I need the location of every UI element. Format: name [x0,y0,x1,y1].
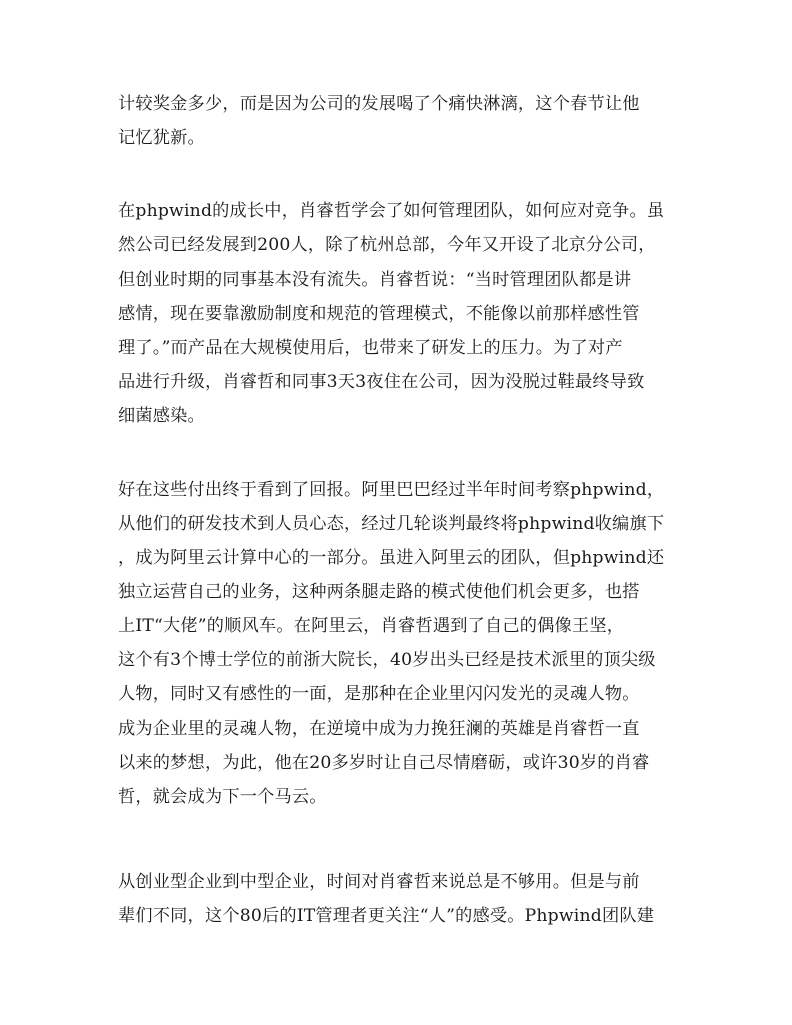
text-line: 辈们不同，这个80后的IT管理者更关注“人”的感受。Phpwind团队建 [118,906,655,926]
text-line: 品进行升级，肖睿哲和同事3天3夜住在公司，因为没脱过鞋最终导致 [118,372,645,392]
text-line: 从他们的研发技术到人员心态，经过几轮谈判最终将phpwind收编旗下 [118,514,665,534]
text-line: 但创业时期的同事基本没有流失。肖睿哲说：“当时管理团队都是讲 [118,270,632,290]
text-line: 理了。”而产品在大规模使用后，也带来了研发上的压力。为了对产 [118,338,623,358]
text-line: 计较奖金多少，而是因为公司的发展喝了个痛快淋漓，这个春节让他 [118,94,640,114]
text-line: 细菌感染。 [118,406,205,426]
text-line: 成为企业里的灵魂人物，在逆境中成为力挽狂澜的英雄是肖睿哲一直 [118,719,640,739]
text-line: 哲，就会成为下一个马云。 [118,787,327,807]
text-line: 人物，同时又有感性的一面，是那种在企业里闪闪发光的灵魂人物。 [118,684,640,704]
text-line: 然公司已经发展到200人，除了杭州总部，今年又开设了北京分公司， [118,235,656,255]
text-line: ，成为阿里云计算中心的一部分。虽进入阿里云的团队，但phpwind还 [118,548,665,568]
text-line: 在phpwind的成长中，肖睿哲学会了如何管理团队，如何应对竞争。虽 [118,201,665,221]
text-line: 这个有3个博士学位的前浙大院长，40岁出头已经是技术派里的顶尖级 [118,650,656,670]
text-line: 好在这些付出终于看到了回报。阿里巴巴经过半年时间考察phpwind， [118,480,665,500]
text-line: 感情，现在要靠激励制度和规范的管理模式，不能像以前那样感性管 [118,304,640,324]
text-line: 上IT“大佬”的顺风车。在阿里云，肖睿哲遇到了自己的偶像王坚， [118,616,625,636]
text-line: 独立运营自己的业务，这种两条腿走路的模式使他们机会更多，也搭 [118,582,640,602]
text-line: 从创业型企业到中型企业，时间对肖睿哲来说总是不够用。但是与前 [118,872,640,892]
text-line: 记忆犹新。 [118,128,205,148]
text-line: 以来的梦想，为此，他在20多岁时让自己尽情磨砺，或许30岁的肖睿 [118,753,650,773]
